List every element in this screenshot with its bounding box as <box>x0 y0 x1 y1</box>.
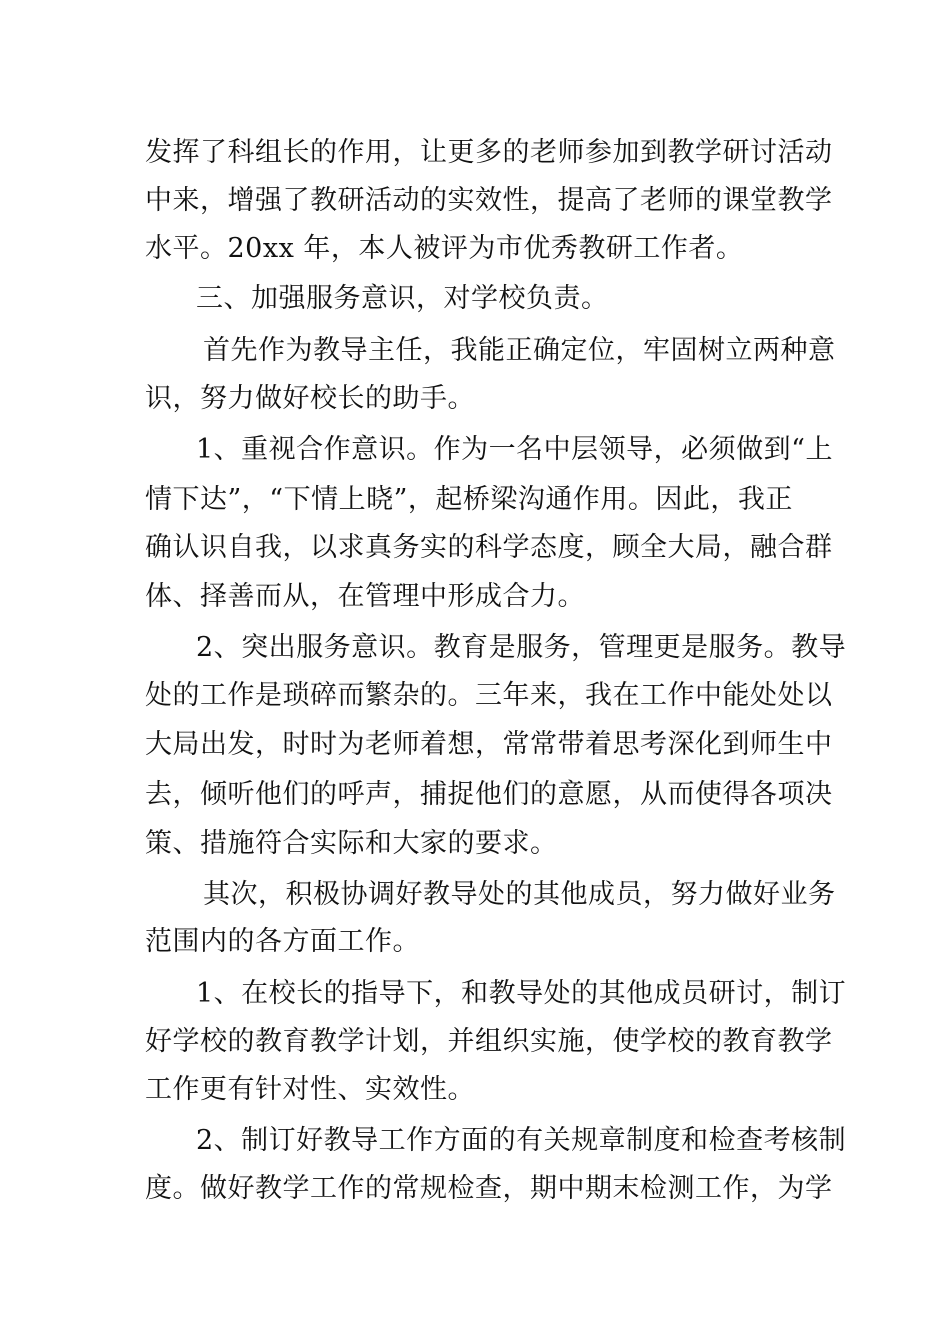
text-line-content: 发挥了科组长的作用，让更多的老师参加到教学研讨活动 <box>145 137 833 168</box>
text-line <box>0 1070 950 1110</box>
text-line-content: 策、措施符合实际和大家的要求。 <box>145 828 558 859</box>
text-line <box>0 331 950 371</box>
text-line-content: 其次，积极协调好教导处的其他成员，努力做好业务 <box>203 879 836 910</box>
text-line <box>0 379 950 419</box>
text-line-content: 确认识自我，以求真务实的科学态度，顾全大局，融合群 <box>145 532 833 563</box>
text-line <box>0 775 950 815</box>
text-line <box>0 875 950 915</box>
text-line-content: 好学校的教育教学计划，并组织实施，使学校的教育教学 <box>145 1026 833 1057</box>
text-line-content: 水平。20xx 年，本人被评为市优秀教研工作者。 <box>145 233 744 264</box>
text-line <box>0 922 950 962</box>
text-line <box>0 974 950 1014</box>
text-line-content: 情下达”，“下情上晓”，起桥梁沟通作用。因此，我正 <box>145 484 793 515</box>
text-line-content: 度。做好教学工作的常规检查，期中期末检测工作，为学 <box>145 1173 833 1204</box>
text-line-content: 2、突出服务意识。教育是服务，管理更是服务。教导 <box>196 632 847 663</box>
text-line-content: 处的工作是琐碎而繁杂的。三年来，我在工作中能处处以 <box>145 680 833 711</box>
text-line-content: 工作更有针对性、实效性。 <box>145 1074 475 1105</box>
text-line-content: 范围内的各方面工作。 <box>145 926 420 957</box>
text-line-content: 体、择善而从，在管理中形成合力。 <box>145 581 585 612</box>
text-line <box>0 725 950 765</box>
text-line-content: 三、加强服务意识，对学校负责。 <box>196 283 609 314</box>
text-line-content: 1、在校长的指导下，和教导处的其他成员研讨，制订 <box>196 978 847 1009</box>
text-line <box>0 528 950 568</box>
text-line <box>0 480 950 520</box>
text-line-content: 去，倾听他们的呼声，捕捉他们的意愿，从而使得各项决 <box>145 779 833 810</box>
text-line <box>0 181 950 221</box>
text-line <box>0 133 950 173</box>
text-line <box>0 577 950 617</box>
text-line-content: 2、制订好教导工作方面的有关规章制度和检查考核制 <box>196 1125 847 1156</box>
text-line-content: 大局出发，时时为老师着想，常常带着思考深化到师生中 <box>145 729 833 760</box>
text-line <box>0 229 950 269</box>
text-line <box>0 1121 950 1161</box>
text-line <box>0 279 950 319</box>
text-line <box>0 676 950 716</box>
text-line <box>0 628 950 668</box>
text-line <box>0 1169 950 1209</box>
text-line-content: 识，努力做好校长的助手。 <box>145 383 475 414</box>
text-line-content: 中来，增强了教研活动的实效性，提高了老师的课堂教学 <box>145 185 833 216</box>
text-line-content: 首先作为教导主任，我能正确定位，牢固树立两种意 <box>203 335 836 366</box>
text-line-content: 1、重视合作意识。作为一名中层领导，必须做到“上 <box>196 434 833 465</box>
text-line <box>0 430 950 470</box>
text-line <box>0 1022 950 1062</box>
text-line <box>0 824 950 864</box>
